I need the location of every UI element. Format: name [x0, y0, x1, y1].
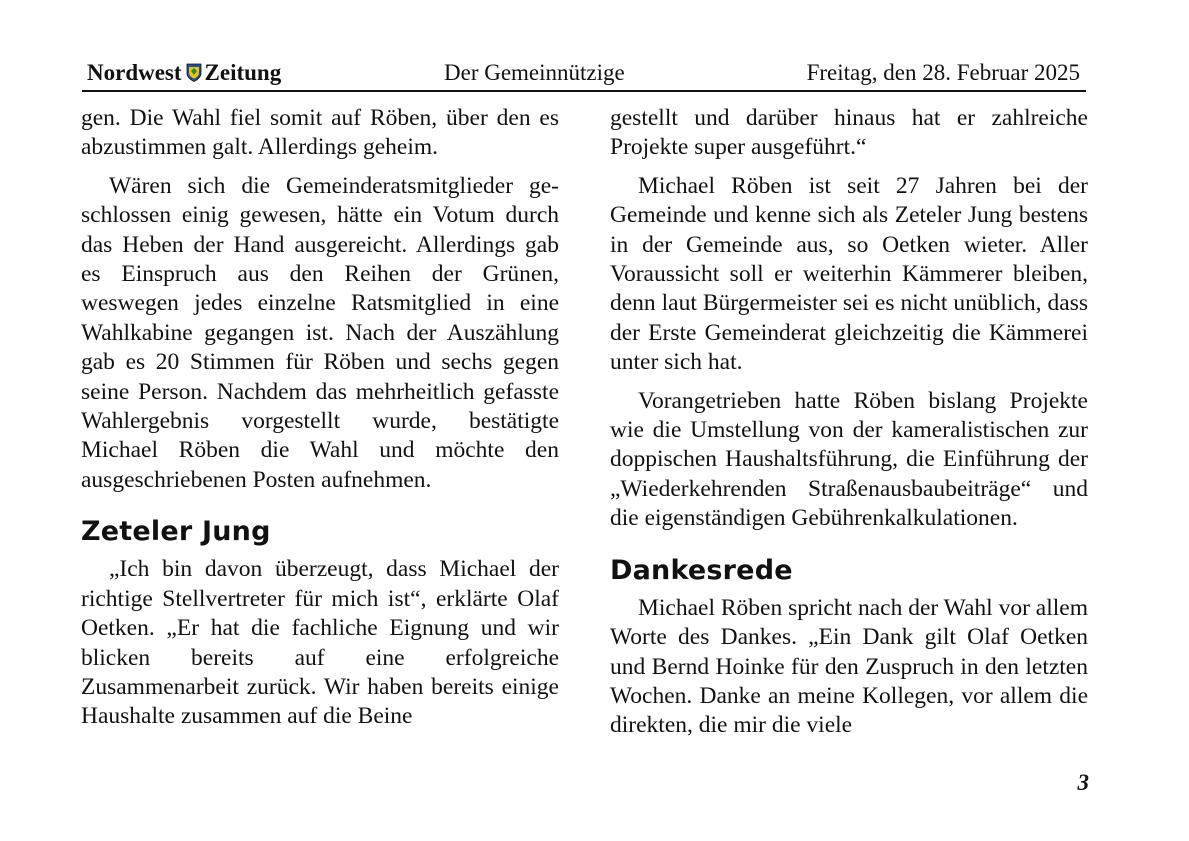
issue-date: Freitag, den 28. Februar 2025: [806, 60, 1080, 85]
paragraph: gestellt und darüber hinaus hat er zahlreiche Projekte super ausgeführt.“: [610, 105, 1088, 161]
brand-word-1: Nordwest: [87, 60, 182, 85]
newspaper-brand: [87, 58, 281, 88]
subheading: Zeteler Jung: [81, 516, 271, 548]
page-number: 3: [1077, 770, 1089, 795]
section-title: Der Gemeinnützige: [444, 60, 625, 85]
paragraph: Michael Röben ist seit 27 Jahren bei der Gemeinde und kenne sich als Zeteler Jung bestens in der Gemeinde aus, so Oetken wieter. Aller Voraussicht soll er weiterhin Kämmerer bleiben, denn laut Bürgermeister sei es nicht unüblich, dass der Erste Gemeinderat gleichzeitig die Kämmerei unter sich hat.: [610, 172, 1088, 376]
paragraph: gen. Die Wahl fiel somit auf Röben, über den es abzustimmen galt. Allerdings geheim.: [81, 105, 559, 161]
paragraph: Michael Röben spricht nach der Wahl vor allem Worte des Dankes. „Ein Dank gilt Olaf Oetken und Bernd Hoinke für den Zuspruch in den letzten Wochen. Danke an meine Kollegen, vor allem die direkten, die mir die viele: [610, 594, 1088, 739]
brand-word-2: Zeitung: [204, 60, 282, 85]
paragraph: Vorangetrieben hatte Röben bislang Projekte wie die Umstellung von der kameralistischen zur doppischen Haushaltsführung, die Einführung der „Wiederkehrenden Straßenausbaubeiträge“ und die eigenständigen Gebührenkalkulationen.: [610, 387, 1088, 532]
header-rule: [82, 90, 1086, 92]
paragraph: Wären sich die Gemeinderatsmitglieder geschlossen einig gewesen, hätte ein Votum durch das Heben der Hand ausgereicht. Allerdings gab es Einspruch aus den Reihen der Grünen, weswegen jedes einzelne Ratsmitglied in eine Wahlkabine gegangen ist. Nach der Auszählung gab es 20 Stimmen für Röben und sechs gegen seine Person. Nachdem das mehrheitlich gefasste Wahlergebnis vorgestellt wurde, bestätigte Michael Röben die Wahl und möchte den ausgeschriebenen Posten aufnehmen.: [81, 172, 559, 493]
paragraph: „Ich bin davon überzeugt, dass Michael der richtige Stellvertreter für mich ist“, erklärte Olaf Oetken. „Er hat die fachliche Eignung und wir blicken bereits auf eine erfolgreiche Zusammenarbeit zurück. Wir haben bereits einige Haushalte zusammen auf die Beine: [81, 556, 559, 730]
page-header: [82, 58, 1086, 90]
subheading: Dankesrede: [610, 554, 793, 586]
left-column: [81, 104, 559, 741]
right-column: [610, 104, 1088, 750]
coat-of-arms-icon: [186, 63, 202, 82]
